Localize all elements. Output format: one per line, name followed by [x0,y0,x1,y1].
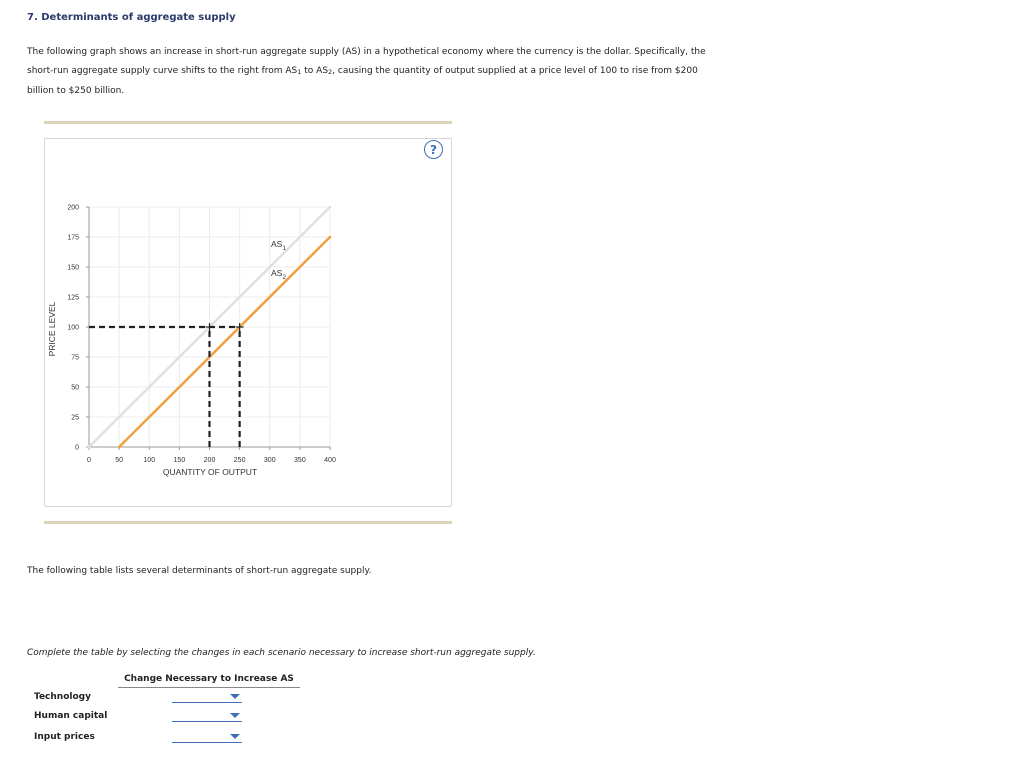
y-tick-label: 175 [67,234,79,242]
column-header: Change Necessary to Increase AS [118,674,300,688]
as1-label: $AS_1$ [271,239,286,252]
chevron-down-icon [230,734,240,739]
x-tick-label: 150 [173,457,186,464]
x-axis-label: QUANTITY OF OUTPUT [162,467,258,477]
y-tick-label: 200 [67,204,79,212]
chart-reference-lines [89,323,244,447]
help-button[interactable]: ? [424,140,443,159]
human-capital-dropdown[interactable] [172,709,242,722]
series-line-as2 [119,237,330,447]
x-tick-label: 400 [324,457,336,464]
chevron-down-icon [230,713,240,718]
bottom-divider [44,521,452,524]
question-title: 7. Determinants of aggregate supply [27,12,236,23]
x-tick-label: 300 [263,457,276,464]
x-tick-label: 250 [233,457,246,464]
y-tick-label: 150 [67,264,79,272]
y-tick-label: 125 [67,294,79,302]
y-axis-label: PRICE LEVEL [47,301,57,357]
technology-dropdown[interactable] [172,690,242,703]
y-tick-label: 0 [75,444,79,452]
intro-text-3: , causing the quantity of output supplied at a price level of 100 to rise from $200 billion to $250 billion. [27,66,698,96]
intro-sub-1: 1 [297,68,302,76]
x-tick-label: 200 [203,457,216,464]
table-intro: The following table lists several determinants of short-run aggregate supply. [27,566,372,576]
chevron-down-icon [230,694,240,699]
intro-text-2: to AS [301,66,329,76]
x-tick-label: 50 [115,457,124,464]
intro-sub-2: 2 [328,68,333,76]
row-label-input-prices: Input prices [34,732,95,742]
x-tick-label: 350 [294,457,306,464]
x-tick-label: 100 [143,457,156,464]
row-label-technology: Technology [34,692,91,702]
x-tick-label: 0 [87,457,91,464]
y-tick-label: 25 [71,414,79,422]
y-tick-label: 100 [67,324,79,332]
instruction-text: Complete the table by selecting the changes in each scenario necessary to increase short-run aggregate supply. [27,648,536,658]
input-prices-dropdown[interactable] [172,730,242,743]
as2-label: $AS_2$ [271,268,286,281]
intro-text-1: The following graph shows an increase in short-run aggregate supply (AS) in a hypothetical economy where the currency is the dollar. Specifically, the short-run aggregate supply curve shifts to the right from AS [27,47,706,76]
y-tick-label: 50 [71,384,79,392]
row-label-human-capital: Human capital [34,711,108,721]
y-tick-label: 75 [71,354,79,362]
